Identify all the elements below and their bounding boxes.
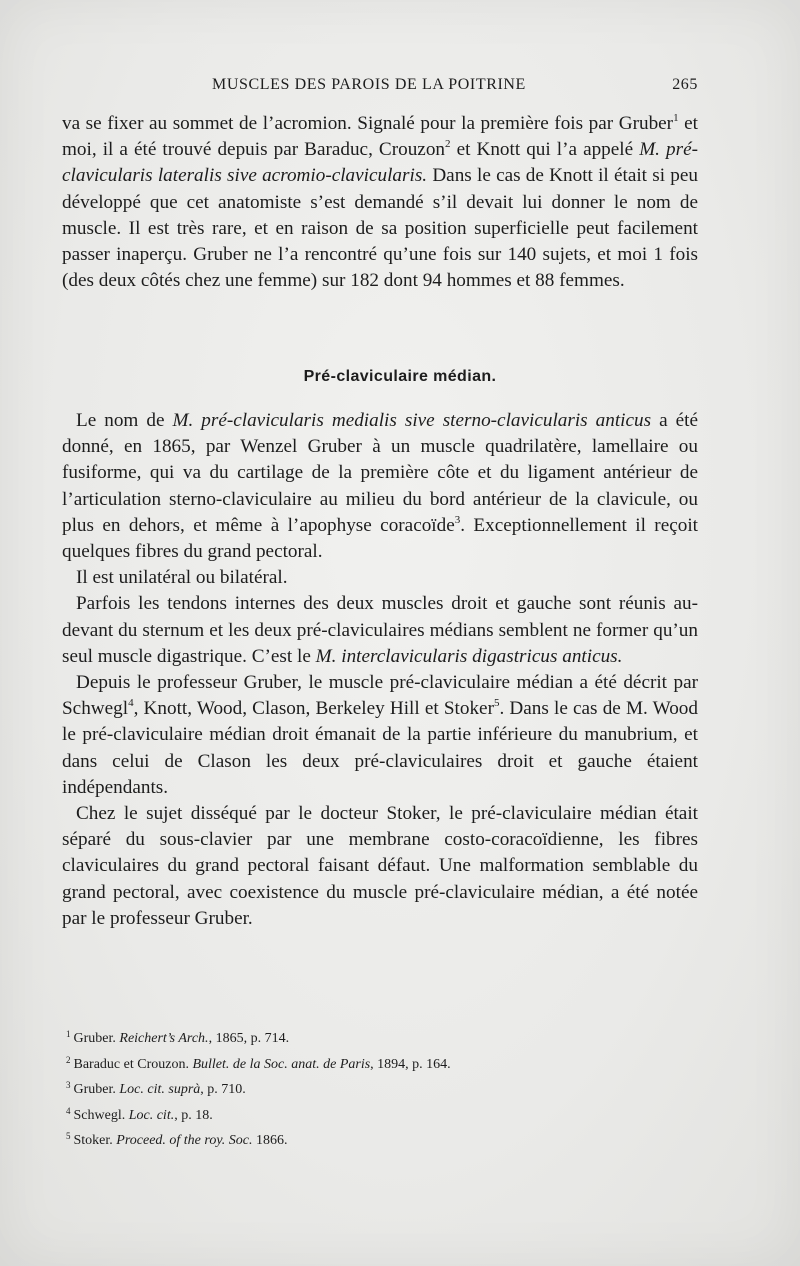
paragraph-stoker-case: Chez le sujet disséqué par le docteur Stoker, le pré-claviculaire médian était séparé du sous-clavier par une membrane costo-coracoïdienne, les fibres claviculaires du grand pectoral faisant défaut. Une malformation semblable du grand pectoral, avec coexistence du muscle pré-claviculaire médian, a été notée par le professeur Gruber. — [62, 803, 698, 929]
footnote: $^3$ Gruber. Loc. cit. suprà, p. 710. — [66, 1080, 246, 1097]
intro-paragraph — [62, 111, 698, 294]
muscle-name-italic: M. pré-clavicularis medialis sive sterno-clavicularis anticus — [172, 410, 652, 431]
footnotes — [66, 1024, 666, 1152]
paragraph-laterality: Il est unilatéral ou bilatéral. — [76, 567, 288, 589]
footnote: $^1$ Gruber. Reichert’s Arch., 1865, p. 714. — [66, 1029, 290, 1046]
footnote-ref-2: 2 — [445, 138, 451, 151]
paragraph-digastric: Parfois les tendons internes des deux muscles droit et gauche sont réunis au-devant du sternum et les deux pré-claviculaires médians semblent ne former qu’un seul muscle digastrique. C’est le M. interclavicularis digastricus anticus. — [62, 593, 698, 667]
footnote: $^4$ Schwegl. Loc. cit., p. 18. — [66, 1105, 213, 1123]
muscle-name-italic: M. interclavicularis digastricus anticus. — [315, 645, 623, 667]
running-header — [62, 76, 698, 98]
footnote-ref-5: 5 — [493, 697, 500, 710]
paragraph-definition: Le nom de M. pré-clavicularis medialis sive sterno-clavicularis anticus a été donné, en 1865, par Wenzel Gruber à un muscle quadrilatère, lamellaire ou fusiforme, qui va du cartilage de la première côte et du ligament antérieur de l’articulation sterno-claviculaire au milieu du bord antérieur de la clavicule, ou plus en dehors, et même à l’apophyse coracoïde$^3$. Exceptionnellement il reçoit quelques fibres du grand pectoral. — [62, 410, 698, 563]
section-heading: Pré-claviculaire médian. — [303, 368, 497, 385]
footnote-ref-3: 3 — [454, 513, 461, 526]
footnote: $^2$ Baraduc et Crouzon. Bullet. de la Soc. anat. de Paris, 1894, p. 164. — [66, 1054, 451, 1072]
paragraph-acromio-clavicular: va se fixer au sommet de l’acromion. Signalé pour la première fois par Gruber$^1$ et moi, il a été trouvé depuis par Baraduc, Crouzon$^2$ et Knott qui l’a appelé M. pré-clavicularis lateralis sive acromio-clavicularis. Dans le cas de Knott il était si peu développé que cet anatomiste s’est demandé s’il devait lui donner le nom de muscle. Il est très rare, et en raison de sa position superficielle peut facilement passer inaperçu. Gruber ne l’a rencontré qu’une fois sur 140 sujets, et moi 1 fois (des deux côtés chez une femme) sur 182 dont 94 hommes et 88 femmes. — [62, 112, 699, 292]
footnote-ref-1: 1 — [673, 112, 679, 124]
paragraph-history: Depuis le professeur Gruber, le muscle pré-claviculaire médian a été décrit par Schwegl$^4$, Knott, Wood, Clason, Berkeley Hill et Stoker$^5$. Dans le cas de M. Wood le pré-claviculaire médian droit émanait de la partie inférieure du manubrium, et dans celui de Clason les deux pré-claviculaires droit et gauche étaient indépendants. — [62, 672, 698, 798]
chapter-title: MUSCLES DES PAROIS DE LA POITRINE — [212, 76, 526, 93]
muscle-name-italic: M. pré-clavicularis lateralis sive acromio-clavicularis. — [62, 139, 699, 187]
footnote: $^5$ Stoker. Proceed. of the roy. Soc. 1866. — [66, 1131, 288, 1148]
footnote-ref-4: 4 — [128, 697, 134, 710]
page-number: 265 — [672, 76, 698, 93]
section-body — [62, 408, 698, 932]
